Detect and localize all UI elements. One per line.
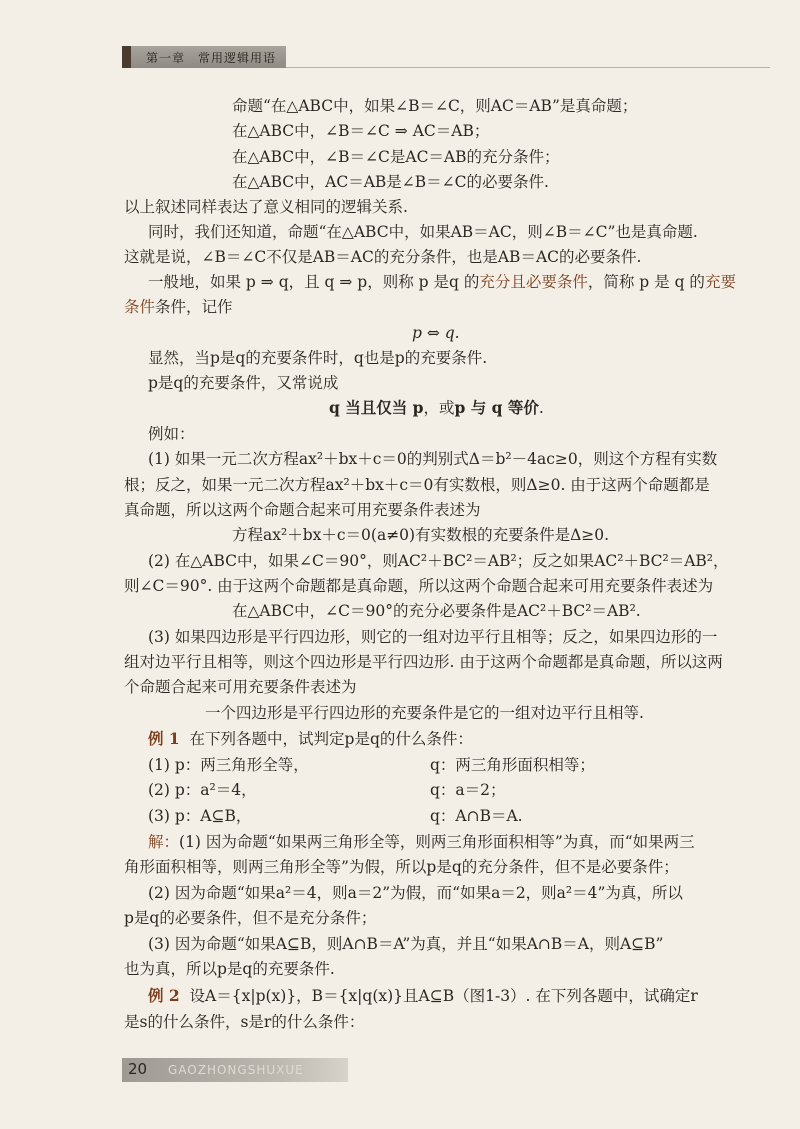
definition-term-short-cont: 条件 [124, 298, 156, 316]
equivalence-statement [329, 397, 544, 419]
solution-label: 解： [148, 833, 180, 851]
text-line: p是q的充要条件，又常说成 [148, 374, 339, 392]
text-line: 例如： [148, 425, 195, 443]
text-line: 也为真，所以p是q的充要条件. [124, 960, 335, 978]
text-line: 条件，记作 [155, 298, 233, 316]
example-2-label: 例 2 [148, 986, 180, 1005]
text-line: 一个四边形是平行四边形的充要条件是它的一组对边平行且相等. [205, 704, 644, 722]
page-number: 20 [128, 1060, 148, 1078]
text-line: 设A＝{x|p(x)}，B＝{x|q(x)}且A⊆B（图1-3）. 在下列各题中，试确定r [189, 987, 698, 1005]
definition-prefix: 一般地，如果 p ⇒ q，且 q ⇒ p，则称 p 是q 的 [148, 273, 480, 291]
text-line: (3) 如果四边形是平行四边形，则它的一组对边平行且相等；反之，如果四边形的一 [148, 628, 718, 646]
definition-term: 充分且必要条件 [479, 273, 588, 291]
text-line: 是s的什么条件，s是r的什么条件： [124, 1013, 365, 1031]
equivalence-formula: p ⇔ q. [412, 324, 460, 342]
text-line: 根；反之，如果一元二次方程ax²＋bx＋c＝0有实数根，则Δ≥0. 由于这两个命题都是 [124, 476, 710, 494]
text-line: (1) 因为命题“如果两三角形全等，则两三角形面积相等”为真，而“如果两三 [179, 833, 695, 851]
text-line: 在△ABC中，∠B＝∠C是AC＝AB的充分条件； [232, 148, 560, 166]
text-line: (1) 如果一元二次方程ax²＋bx＋c＝0的判别式Δ＝b²－4ac≥0，则这个方程有实数 [148, 450, 718, 468]
text-line: 在△ABC中，AC＝AB是∠B＝∠C的必要条件. [232, 173, 549, 191]
equivalence-b: p 与 q 等价 [454, 398, 539, 417]
text-line: 命题“在△ABC中，如果∠B＝∠C，则AC＝AB”是真命题； [232, 97, 638, 115]
text-line: (1) p：两三角形全等， [148, 756, 309, 774]
text-line: q：A∩B＝A. [430, 807, 523, 825]
text-line: 以上叙述同样表达了意义相同的逻辑关系. [124, 198, 408, 216]
text-line: 角形面积相等，则两三角形全等”为假，所以p是q的充分条件，但不是必要条件； [124, 858, 679, 876]
text-line: 在△ABC中，∠B＝∠C ⇒ AC＝AB； [232, 122, 490, 140]
chapter-title: 第一章 常用逻辑用语 [146, 51, 277, 65]
solution-line [148, 831, 695, 853]
text-line: (2) p：a²＝4， [148, 781, 257, 799]
text-line: q：a＝2； [430, 781, 506, 799]
equivalence-sep: ，或 [423, 399, 455, 417]
text-line: 这就是说，∠B＝∠C不仅是AB＝AC的充分条件，也是AB＝AC的必要条件. [124, 248, 642, 266]
equivalence-end: . [538, 399, 544, 417]
equivalence-a: q 当且仅当 p [329, 398, 424, 417]
text-line: 真命题，所以这两个命题合起来可用充要条件表述为 [124, 501, 481, 519]
footer-watermark: GAOZHONGSHUXUE [168, 1063, 304, 1077]
text-line: 则∠C＝90°. 由于这两个命题都是真命题，所以这两个命题合起来可用充要条件表述为 [124, 577, 714, 595]
text-line: (2) 因为命题“如果a²＝4，则a＝2”为假，而“如果a＝2，则a²＝4”为真，所以 [148, 884, 683, 902]
example-2-line [148, 985, 698, 1007]
text-line: p是q的必要条件，但不是充分条件； [124, 909, 377, 927]
text-line: (3) 因为命题“如果A⊆B，则A∩B＝A”为真，并且“如果A∩B＝A，则A⊆B” [148, 935, 664, 953]
text-line: 在下列各题中，试判定p是q的什么条件： [189, 730, 473, 748]
example-1-line [148, 728, 473, 750]
text-line: (3) p：A⊆B， [148, 807, 252, 825]
definition-mid: ，简称 p 是 q 的 [587, 273, 705, 291]
text-line: 显然，当p是q的充要条件时，q也是p的充要条件. [148, 349, 488, 367]
text-line: 在△ABC中，∠C＝90°的充分必要条件是AC²＋BC²＝AB². [232, 602, 641, 620]
definition-line-2 [124, 296, 233, 318]
definition-line [148, 271, 736, 293]
text-line: 方程ax²＋bx＋c＝0(a≠0)有实数根的充要条件是Δ≥0. [232, 526, 610, 544]
text-line: 组对边平行且相等，则这个四边形是平行四边形. 由于这两个命题都是真命题，所以这两 [124, 653, 723, 671]
text-line: 同时，我们还知道，命题“在△ABC中，如果AB＝AC，则∠B＝∠C”也是真命题. [148, 223, 698, 241]
text-line: q：两三角形面积相等； [430, 756, 595, 774]
definition-term-short: 充要 [704, 273, 736, 291]
text-line: (2) 在△ABC中，如果∠C＝90°，则AC²＋BC²＝AB²；反之如果AC²＋BC²＝AB²， [148, 552, 729, 570]
example-1-label: 例 1 [148, 729, 180, 748]
text-line: 个命题合起来可用充要条件表述为 [124, 678, 357, 696]
